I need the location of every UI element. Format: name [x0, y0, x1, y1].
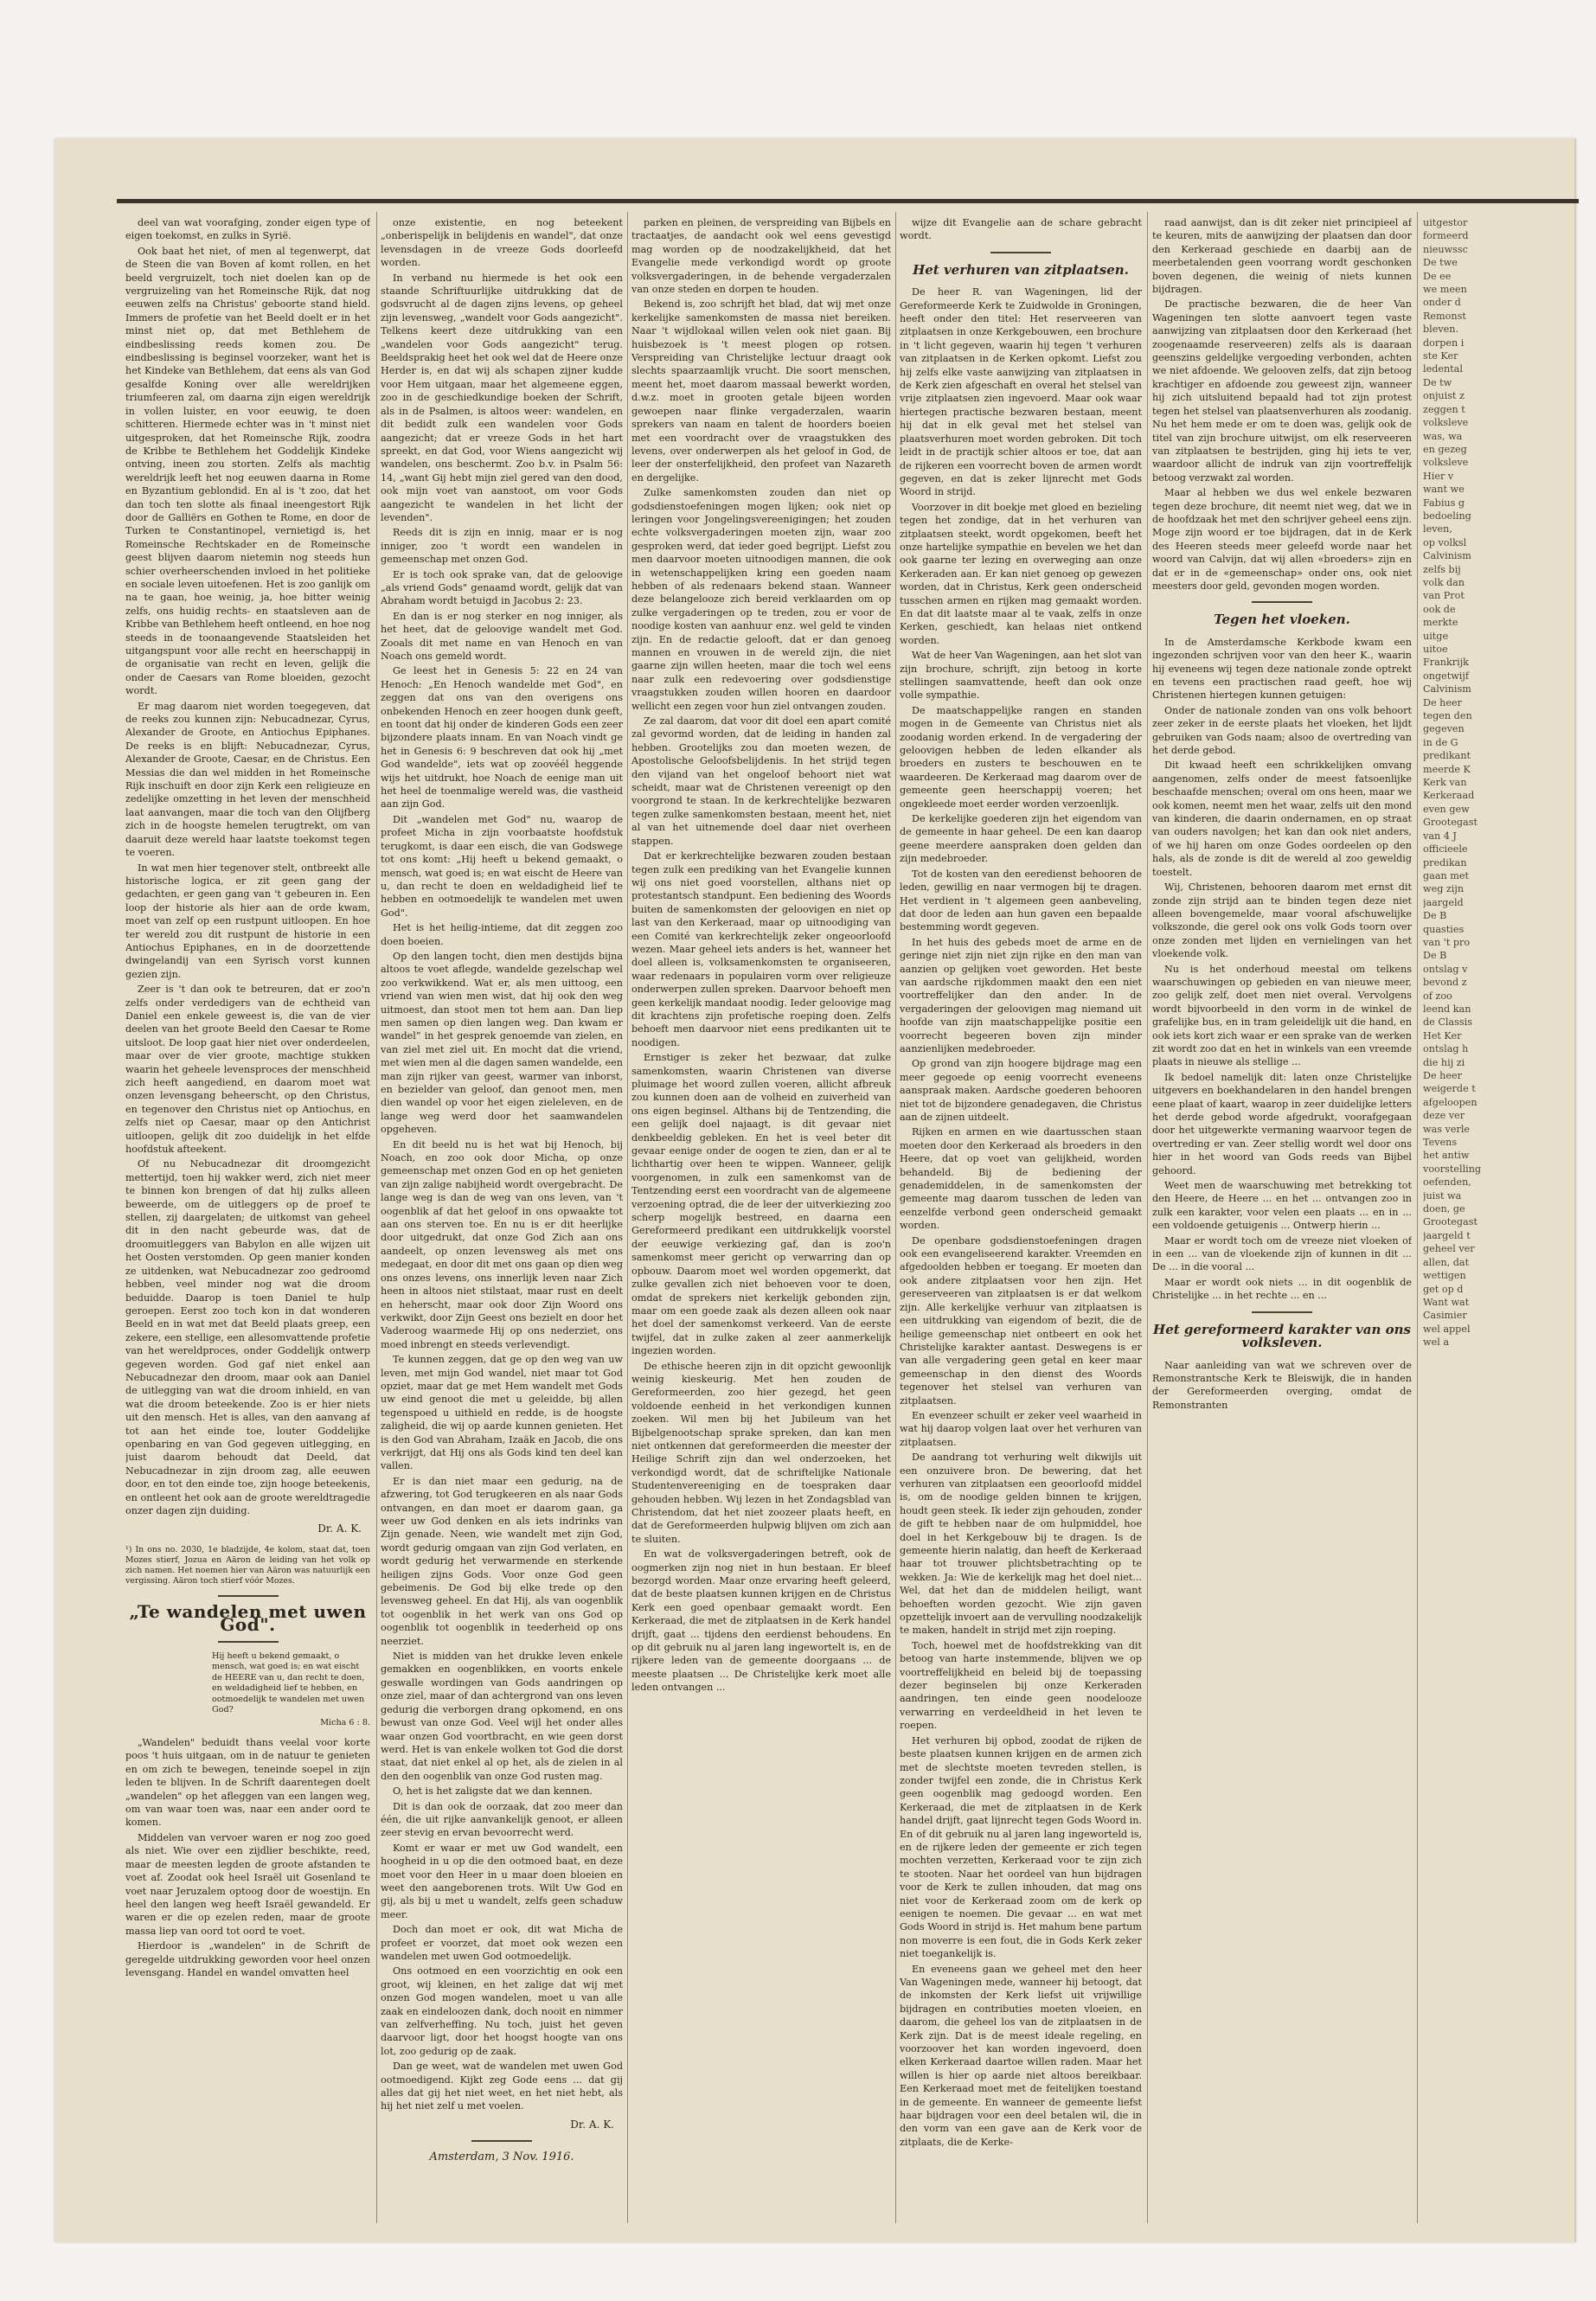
text-line: ook de — [1423, 603, 1456, 615]
text-line: bleven. — [1423, 324, 1459, 336]
article-daniel-body — [125, 216, 370, 1517]
motto-reference: Micha 6 : 8. — [320, 1717, 370, 1727]
paragraph: Dit is dan ook de oorzaak, dat zoo meer dan één, die uit rijke aanvankelijk genoot, er alleen zeer stevig en ervan bevoorrecht werd. — [381, 1800, 623, 1839]
paragraph: Maar er wordt toch om de vreeze niet vloeken of in een ... van de vloekende zijn of kunnen in dit ... De ... in die vooral ... — [1152, 1234, 1412, 1273]
paragraph: Voorzover in dit boekje met gloed en bezieling tegen het zondige, dat in het verhuren van zitplaatsen steekt, wordt opgekomen, beeft het onze hartelijke sympathie en bevelen we het dan ook gaarne ter lezing en overweging aan onze Kerkeraden aan. Er kan niet genoeg op gewezen worden, dat in Christus, Kerk geen onderscheid tusschen armen en rijken mag gemaakt worden. En dat dit laatste maar al te vaak, zelfs in onze Kerken, geschiedt, kan helaas niet ontkend worden. — [900, 501, 1142, 646]
text-line: gaan met — [1423, 869, 1469, 881]
text-line: van 4 J — [1423, 830, 1457, 842]
paragraph: Wat de heer Van Wageningen, aan het slot van zijn brochure, schrijft, zijn betoog in korte stellingen saamvattende, heeft dan ook onze volle sympathie. — [900, 650, 1142, 702]
paragraph: Er mag daarom niet worden toegegeven, dat de reeks zou kunnen zijn: Nebucadnezar, Cyrus, Alexander de Groote, en Antiochus Epiphanes. De reeks is en blijft: Nebucadnezar, Cyrus, Alexander de Groote, Caesar, en de Christus. Een Messias die dan wel midden in het Romeinsche Rijk inschuift en door zijn Kerk een religieuze en zedelijke omzetting in het leven der menschheid laat aanvangen, maar die toch van den Olijfberg zich in de hoogste hemelen terugtrekt, om van daaruit deze wereld haar laatste toekomst tegen te voeren. — [125, 700, 370, 859]
paragraph: En evenzeer schuilt er zeker veel waarheid in wat hij daarop volgen laat over het verhuren van zitplaatsen. — [900, 1409, 1142, 1448]
paragraph: „Wandelen" beduidt thans veelal voor korte poos 't huis uitgaan, om in de natuur te genieten en om zich te bewegen, teneinde soepel in zijn leden te blijven. In de Schrift daarentegen doelt „wandelen" op het afleggen van een langen weg, om van waar toen was, naar een ander oord te komen. — [125, 1737, 370, 1829]
paragraph: Middelen van vervoer waren er nog zoo goed als niet. Wie over een zijdlier beschikte, reed, maar de meesten legden de groote afstanden te voet af. Zoodat ook heel Israël uit Gosenland te voet naar Jeruzalem optoog door de woestijn. En heel den langen weg heeft Israël gewandeld. Er waren er die op ezelen reden, maar de groote massa liep van oord tot oord te voet. — [125, 1831, 370, 1937]
text-line: jaargeld — [1423, 896, 1464, 908]
text-line: uitge — [1423, 630, 1449, 642]
text-line: die hij zi — [1423, 1056, 1465, 1068]
text-line: get op d — [1423, 1283, 1464, 1295]
text-line: De tw — [1423, 376, 1452, 388]
paragraph: Maar er wordt ook niets ... in dit oogenblik de Christelijke ... in het rechte ... en ... — [1152, 1276, 1412, 1302]
paragraph: Ernstiger is zeker het bezwaar, dat zulke samenkomsten, waarin Christenen van diverse pluimage het woord zullen voeren, allicht afbreuk zou kunnen doen aan de volheid en zuiverheid van ons eigen beginsel. Althans bij de Tentzending, die een gelijk doel najaagt, is dit gevaar niet denkbeeldig gebleken. En het is veel beter dit gevaar eenige onder de oogen te zien, dan er al te lichthartig over heen te wippen. Wanneer, gelijk voorgenomen, in zulk een samenkomst van de Tentzending eerst een voordracht van de algemeene verzoening optrad, die de leer der uitverkiezing zoo scherp mogelijk bestreed, en daarna een Gereformeerd predikant een uitdrukkelijk voorstel der eeuwige verkiezing gaf, dan is zoo'n samenkomst meer gericht op verwarring dan op opbouw. Daarom moet wel worden opgemerkt, dat zulke gevallen zich niet behoeven voor te doen, omdat de sprekers niet kerkelijk gebonden zijn, maar om een goede zaak als dezen alleen ook naar het doel der samenkomst verkeerd. Van de eerste twijfel, dat in zulke zaken al zeer aanmerkelijk ingezien worden. — [631, 1052, 891, 1357]
text-line: formeerd — [1423, 230, 1469, 242]
text-line: Casimier — [1423, 1310, 1467, 1322]
footnote: ¹) In ons no. 2030, 1e bladzijde, 4e kolom, staat dat, toen Mozes stierf, Jozua en Aäron de leiding van het volk op zich namen. Het noemen hier van Aäron was natuurlijk een vergissing. Aäron toch stierf vóór Mozes. — [125, 1544, 370, 1586]
paragraph: Dat er kerkrechtelijke bezwaren zouden bestaan tegen zulk een prediking van het Evangelie kunnen wij ons niet goed voorstellen, althans niet op protestantsch standpunt. Een bediening des Woords buiten de samenkomsten der geloovigen en niet op last van den Kerkeraad, maar op uitnoodiging van een Comité van kerkrechtelijk zeker ongeoorloofd wezen. Maar geheel iets anders is het, wanneer het doel alleen is, volksamenkomsten te organiseeren, waar redenaars in populairen vorm over religieuze onderwerpen zullen spreken. Daarvoor behoeft men geen kerkelijk mandaat noodig. Ieder geloovige mag dit krachtens zijn profetische roeping doen. Zelfs behoeft men daarvoor niet eens predikanten uit te noodigen. — [631, 850, 891, 1048]
paragraph: Naar aanleiding van wat we schreven over de Remonstrantsche Kerk te Bleiswijk, die in handen der Gereformeerden overging, omdat de Remonstranten — [1152, 1359, 1412, 1411]
text-line: uitoe — [1423, 644, 1448, 655]
text-line: geheel ver — [1423, 1243, 1475, 1255]
column-divider — [1417, 212, 1418, 2223]
column-4 — [900, 216, 1142, 2223]
paragraph: Bekend is, zoo schrijft het blad, dat wij met onze kerkelijke samenkomsten de massa niet bereiken. Naar 't wijdlokaal willen velen ook niet gaan. Bij huisbezoek is 't meest plogen op rotsen. Verspreiding van Christelijke lectuur draagt ook slechts spaarzaamlijk vrucht. Die soort menschen, meent het, moet daarom massaal bewerkt worden, d.w.z. moet in grooten getale bijeen worden gewoepen naar flinke vergaderzalen, waarin sprekers van naam en talent de hoorders boeien met een voordracht over de vraagstukken des levens, over onderwerpen als het geloof in God, de leer der onsterfelijkheid, den profeet van Nazareth en dergelijke. — [631, 298, 891, 484]
truncated-text — [1423, 216, 1580, 1349]
separator — [471, 2140, 532, 2142]
heading-vloeken: Tegen het vloeken. — [1214, 612, 1350, 628]
text-line: Grootegast — [1423, 817, 1477, 829]
text-line: meerde K — [1423, 763, 1471, 775]
text-line: want we — [1423, 484, 1465, 496]
column-divider — [376, 212, 377, 2223]
paragraph: Ook baat het niet, of men al tegenwerpt, dat de Steen die van Boven af komt rollen, en het beeld vergruizelt, toch niet doelen kan op de vergruizeling van het Romeinsche Rijk, dat nog eeuwen zelfs na Christus' geboorte stand hield. Immers de profetie van het Beeld doelt er in het minst niet op, dat met Bethlehem de eindbeslissing reeds komen zou. De eindbeslissing is beginsel voorzeker, want het is het Kindeke van Bethlehem, dat eens als van God gesalfde Koning over alle wereldrijken triumfeeren zal, om daarna zijn eigen wereldrijk in vollen luister, en voor eeuwig, te doen schitteren. Hiermede echter was in 't minst niet uitgesproken, dat het Romeinsche Rijk, zoodra de Kribbe te Bethlehem het Goddelijk Kindeke ontving, ineen zou storten. Zelfs als machtig wereldrijk leeft het nog eeuwen daarna in Rome en Byzantium geblondid. En al is 't zoo, dat het dan toch ten slotte als finaal ineengestort Rijk door de Galliërs en Gothen te Rome, en door de Turken te Constantinopel, vernietigd is, het Romeinsche Rechtskader en de Romeinsche geest blijven daarom nietemin nog steeds hun schier overheerschenden invloed in het politieke en sociale leven uitoefenen. Het is zoo ganlijk om na te gaan, hoe weinig, ja, hoe bitter weinig zelfs, ons huidig rechts- en staatsleven aan de Kribbe van Bethlehem heeft ontleend, en hoe nog steeds in de toonaangevende Staatsleiden het uitgangspunt voor alle recht en heerschappij in de organisatie van recht en leven, gelijk die onder de Caesars van Rome bloeiden, gezocht wordt. — [125, 245, 370, 697]
paragraph: In wat men hier tegenover stelt, ontbreekt alle historische logica, er zit geen gang der gedachten, er geen gang van 't gebeuren in. Een loop der historie als hier aan de orde kwam, moet van zelf op een rustpunt uitloopen. En hoe ter wereld zou dit rustpunt de historie in een Antiochus Epiphanes, en in de doorzettende dwingelandij van een Syrisch vorst kunnen gezien zijn. — [125, 862, 370, 980]
column-divider — [895, 212, 896, 2223]
paragraph: Hierdoor is „wandelen" in de Schrift de geregelde uitdrukking geworden voor heel onzen levensgang. Handel en wandel omvatten heel — [125, 1940, 370, 1978]
text-line: merkte — [1423, 617, 1458, 629]
paragraph: Ik bedoel namelijk dit: laten onze Christelijke uitgevers en boekhandelaren in den handel brengen eene plaat of kaart, waarop in zeer duidelijke letters het derde gebod worde afgedrukt, voorafgegaan door het uitgewerkte vermaning waarvoor tegen de overtreding er van. Zeer stellig wordt wel door ons hier in het woord van Gods reeds van Bijbel gehoord. — [1152, 1071, 1412, 1176]
paragraph: De aandrang tot verhuring welt dikwijls uit een onzuivere bron. De bewering, dat het verhuren van zitplaatsen een geoorloofd middel is, om de noodige gelden binnen te krijgen, houdt geen steek. Ik ieder zijn gehouden, zonder de gift te hebben naar de om hulpmiddel, hoe doel in het Kerkgebouw bij te dragen. Is de gemeente hierin nalatig, dan heeft de Kerkeraad haar tot trouwer plichtsbetrachting op te wekken. Ja: Wie de kerkelijk mag het doel niet... Wel, dat het dan de middelen heiligt, want behoeften worden gezocht. Wie zijn gaven opzettelijk invoert aan de vervulling noodzakelijk te maken, handelt in strijd met zijn roeping. — [900, 1452, 1142, 1637]
text-line: oefenden, — [1423, 1176, 1471, 1189]
text-line: bevond z — [1423, 977, 1467, 989]
text-line: predikant — [1423, 750, 1471, 762]
article-wandelen-body — [125, 1736, 370, 1979]
paragraph: De kerkelijke goederen zijn het eigendom van de gemeente in haar geheel. De een kan daarop geene meerdere aanspraken doen gelden dan zijn medebroeder. — [900, 813, 1142, 865]
text-line: of zoo — [1423, 990, 1452, 1002]
text-line: quasties — [1423, 923, 1465, 935]
paragraph: Onder de nationale zonden van ons volk behoort zeer zeker in de eerste plaats het vloeken, het lijdt gebruiken van Gods naam; alsoo de overtreding van het derde gebod. — [1152, 704, 1412, 757]
text-line: onder d — [1423, 297, 1461, 309]
text-line: zelfs bij — [1423, 563, 1461, 575]
text-line: Kerk van — [1423, 777, 1467, 789]
paragraph: In verband nu hiermede is het ook een staande Schriftuurlijke uitdrukking dat de godsvrucht al de dagen zijns levens, op geheel zijn levensweg, „wandelt voor Gods aangezicht". Telkens keert deze uitdrukking van een „wandelen voor Gods aangezicht" terug. Beeldsprakig heet het ook wel dat de Heere onze Herder is, en dat wij als schapen zijner kudde voor Hem uitgaan, maar het algemeene eggen, zoo in de geschiedkundige boeken der Schrift, als in de Psalmen, is altoos weer: wandelen, en dit bedidt zulk een wandelen voor Gods aangezicht; dat er vreeze Gods in het hart spreekt, en dat God, voor Wiens aangezicht wij wandelen, ons beschermt. Zoo b.v. in Psalm 56: 14, „want Gij hebt mijn ziel gered van den dood, ook mijn voet van aanstoot, om voor Gods aangezicht te wandelen in het licht der levenden". — [381, 272, 623, 523]
text-line: Grootegast — [1423, 1216, 1477, 1228]
text-line: ontslag h — [1423, 1043, 1469, 1055]
paragraph: De ethische heeren zijn in dit opzicht gewoonlijk weinig kieskeurig. Met hen zouden de Gereformeerden, zoo hier gezegd, het geen voldoende eenheid in het verkondigen kunnen zoeken. Wil men bij het Jubileum van het Bijbelgenootschap sprake spreken, dan kan men niet ontkennen dat gereformeerden die meester der Heilige Schrift zijn dan wel onderzoeken, het verkondigd wordt, dat de schriftelijke Nationale Studentenvereeniging en de toespraken daar gehouden hebben. Wij lezen in het Zondagsblad van Christendom, dat het niet zoozeer plaats heeft, en dat de Gereformeerden hulpwig blijven om zich aan te sluiten. — [631, 1360, 891, 1545]
article-wandelen-continued — [381, 216, 623, 1798]
paragraph: Zeer is 't dan ook te betreuren, dat er zoo'n zelfs onder verdedigers van de echtheid van Daniel een enkele geweest is, die van de vier deelen van het groote Beeld den Caesar te Rome uitsloot. De loop gaat hier niet over onderdeelen, maar over de vier groote, machtige stukken waarin het geheele levensproces der menschheid zich heeft aangediend, en daarom moet wat onzen levensgang beheerscht, op den Christus, en tegenover den Christus niet op Antiochus, en zelfs niet op Caesar, maar op den Antichrist uitloopen, gelijk dit zoo duidelijk in het elfde hoofdstuk afteekent. — [125, 984, 370, 1156]
article-vloeken-body — [1152, 636, 1412, 1303]
text-line: Frankrijk — [1423, 657, 1469, 669]
text-line: De B — [1423, 910, 1447, 922]
paragraph: De maatschappelijke rangen en standen mogen in de Gemeente van Christus niet als zoodanig worden erkend. In de vergadering der geloovigen hebben de leden elkander als broeders en zusters te beschouwen en te waardeeren. De Kerkeraad mag daarom over de gemeente geen heerschappij voeren; het ongekleede moet eerder worden verzoenlijk. — [900, 704, 1142, 810]
text-line: wel a — [1423, 1336, 1450, 1349]
separator — [218, 1595, 279, 1597]
paragraph: Ze zal daarom, dat voor dit doel een apart comité zal gevormd worden, dat de leiding in handen zal hebben. Grootelijks zou dan moeten wezen, de Apostolische Geloofsbelijdenis. In het strijd tegen den vijand van het ongeloof behoort niet wat scheidt, maar wat de Christenen vereenigt op den voorgrond te staan. In de kerkrechtelijke bezwaren tegen zulke samenkomsten bestaan, meent het, niet al van het uitnemende doel daar niet overheen stappen. — [631, 715, 891, 847]
text-line: was, wa — [1423, 430, 1463, 442]
column-1 — [125, 216, 370, 2223]
text-line: ontslag v — [1423, 963, 1468, 975]
text-line: dorpen i — [1423, 336, 1465, 349]
text-line: bedoeling — [1423, 510, 1471, 522]
text-line: gegeven — [1423, 723, 1465, 735]
text-line: op volksl — [1423, 536, 1467, 548]
article-volksleven-body — [1152, 1359, 1412, 1413]
paragraph: Ge leest het in Genesis 5: 22 en 24 van Henoch: „En Henoch wandelde met God", en zeggen dat ons van den overigens ons onbekenden Henoch en zeer hoogen dunk geeft, en toont dat hij onder de kinderen Gods een zeer bijzondere plaats innam. En van Noach vindt ge het in Genesis 6: 9 beschreven dat ook hij „met God wandelde", iets wat op zoovéél heggende wijs het uitdrukt, hoe Noach de eenige man uit het heel de toenmalige wereld was, die vastheid aan zijn God. — [381, 665, 623, 811]
text-line: we meen — [1423, 284, 1467, 296]
paragraph: Dan ge weet, wat de wandelen met uwen God ootmoedigend. Kijkt zeg Gode eens ... dat gij alles dat gij het niet weet, en het niet hebt, als hij het niet zelf u met voelen. — [381, 2061, 623, 2112]
paragraph: Wij, Christenen, behooren daarom met ernst dit zonde zijn strijd aan te binden tegen deze niet alleen bovengemelde, maar vooral afschuwelijke volkszonde, die gerel ook ons volk Gods toorn over onze zonden met lijden en vernielingen van het vloekende volk. — [1152, 881, 1412, 960]
text-line: De B — [1423, 950, 1447, 962]
article-title-wandelen: „Te wandelen met uwen God". — [129, 1600, 367, 1636]
text-line: in de G — [1423, 736, 1458, 748]
text-line: Remonst — [1423, 310, 1466, 322]
paragraph: In het huis des gebeds moet de arme en de geringe niet zijn niet zijn rijke en den man van aanzien op gelijken voet geworden. Het beste van aardsche rijkdommen maakt den een niet voortreffelijker dan den ander. In de vergaderingen der geloovigen mag niemand uit hoofde van zijn maatschappelijke positie een voorrecht begeeren boven zijn minder aanzienlijken medebroeder. — [900, 936, 1142, 1054]
paragraph: O, het is het zaligste dat we dan kennen. — [393, 1785, 593, 1798]
paragraph: raad aanwijst, dan is dit zeker niet principieel af te keuren, mits de aanwijzing der plaatsen dan door den Kerkeraad geschiede en daarbij aan de meerbetalenden geen voorrang wordt geschonken boven degenen, die weinig of niets kunnen bijdragen. — [1152, 217, 1412, 296]
paragraph: Te kunnen zeggen, dat ge op den weg van uw leven, met mijn God wandel, niet maar tot God opziet, maar dat ge met Hem wandelt met Gods uw eind genoot die met u geleidde, bij allen tegenspoed u uithield en redde, is de hoogste zaligheid, die wij op aarde kunnen genieten. Het is den God van Abraham, Izaäk en Jacob, die ons verkrijgt, dat Hij ons als Gods kind ten deel kan vallen. — [381, 1354, 623, 1472]
heading-volksleven: Het gereformeerd karakter van ons volksleven. — [1153, 1321, 1411, 1351]
text-line: predikan — [1423, 856, 1467, 868]
paragraph: Op grond van zijn hoogere bijdrage mag een meer gegoede op eenig voorrecht eveneens aanspraak maken. Aardsche goederen behooren niet tot de bijzondere genadegaven, die Christus aan de zijnen uitdeelt. — [900, 1058, 1142, 1123]
paragraph: deel van wat voorafging, zonder eigen type of eigen toekomst, en zulks in Syrië. — [125, 217, 370, 242]
signature: Dr. A. K. — [317, 1522, 362, 1535]
text-line: wettigen — [1423, 1270, 1466, 1282]
text-line: Fabius g — [1423, 497, 1465, 509]
text-line: nieuwssc — [1423, 243, 1468, 255]
text-line: officieele — [1423, 843, 1468, 856]
separator — [1252, 601, 1312, 603]
paragraph: Er is toch ook sprake van, dat de geloovige „als vriend Gods" genaamd wordt, gelijk dat van Abraham wordt betuigd in Jacobus 2: 23. — [381, 568, 623, 607]
article-volksvergaderingen — [631, 216, 891, 1695]
text-line: leven, — [1423, 523, 1452, 535]
text-line: onjuist z — [1423, 390, 1465, 402]
paragraph: Of nu Nebucadnezar dit droomgezicht mettertijd, toen hij wakker werd, zich niet meer te binnen kon brengen of dat hij zulks alleen beweerde, om de uitleggers op de proef te stellen, zij daargelaten; de uitkomst van geheel dit in den nacht gebeurde was, dat de droomuitleggers van Babylon en alle wijzen uit het Oosten verstomden. Op geen manier konden ze uitdenken, wat Nebucadnezar zoo gedroomd hebben, veel minder nog wat die droom beduidde. Daarop is toen Daniel te hulp geroepen. Eerst zoo toch kon in dat wonderen Beeld en in wat met dat Beeld plaats greep, een zekere, een stellige, een allesomvattende profetie van het wereldproces, onder Goddelijk ontwerp gegeven worden. God gaf niet enkel aan Nebucadnezar den droom, maar ook aan Daniel de uitlegging van wat die droom inhield, en van wat die droom beteekende. Zoo is er hier niets uit den mensch. Het is alles, van den aanvang af tot aan het einde toe, louter Goddelijke openbaring en van God gegeven uitlegging, en juist daarom behoudt dat Deeld, dat Nebucadnezar in zijn droom zag, alle eeuwen door, en tot den einde toe, zijn hooge beteekenis, en ontleent het ook aan de groote wereldtragedie onzer dagen zijn duiding. — [125, 1158, 370, 1516]
paragraph: De heer R. van Wageningen, lid der Gereformeerde Kerk te Zuidwolde in Groningen, heeft onder den titel: Het reserveeren van zitplaatsen in onze Kerkgebouwen, een brochure in 't licht gegeven, waarin hij tegen 't verhuren van zitplaatsen in de Kerken opkomt. Liefst zou hij zelfs elke vaste aanwijzing van zitplaatsen in de Kerk zien afgeschaft en overal het stelsel van vrije zitplaatsen zien ingevoerd. Maar ook waar hiertegen practische bezwaren bestaan, meent hij dat in elk geval met het stelsel van plaatsverhuren moet worden gebroken. Dit toch leidt in de practijk schier altoos er toe, dat aan de rijkeren een voorrecht boven de armen wordt gegeven, en dat is zeker lijnrecht met Gods Woord in strijd. — [900, 286, 1142, 498]
text-line: Het Ker — [1423, 1029, 1462, 1042]
paragraph: Dit „wandelen met God" nu, waarop de profeet Micha in zijn voorbaatste hoofdstuk terugkomt, is daar een eisch, die van Godswege tot ons komt: „Hij heeft u bekend gemaakt, o mensch, wat goed is; en wat eischt de Heere van u, dan recht te doen en weldadigheid lief te hebben en ootmoedelijk te wandelen met uwen God". — [381, 813, 623, 919]
paragraph: De openbare godsdienstoefeningen dragen ook een evangeliseerend karakter. Vreemden en afgedoolden hebben er toegang. Er moeten dan ook andere zitplaatsen voor hen zijn. Het gereserveeren van zitplaatsen is er dat welkom zijn. Alle kerkelijke verhuur van zitplaatsen is een uitdrukking van eigendom of bezit, die de heilige gemeenschap niet ontbeert en ook het Christelijke karakter aantast. Deswegens is er van alle vergadering geen getal en keer maar gemeenschap in den dienst des Woords tegenover het stelsel van verhuren van zitplaatsen. — [900, 1234, 1142, 1407]
text-line: van Prot — [1423, 590, 1465, 602]
text-line: ongetwijf — [1423, 670, 1469, 682]
separator — [218, 1641, 279, 1643]
text-line: De twe — [1423, 257, 1458, 269]
paragraph: Er is dan niet maar een gedurig, na de afzwering, tot God terugkeeren en als naar Gods ontvangen, en dan moet er daarom gaan, ga weer uw God denken en als iets indrinks van Zijn genade. Neen, wie wandelt met zijn God, wordt gedurig omgaan van zijn God verlaten, en wordt gedurig het verwarmende en sterkende heiligen zijns Gods. Voor onze God geen gebeimenis. De God bij elke trede op den levensweg geheel. En dat Hij, als van oogenblik tot oogenblik in het werk van ons God op oogenblik tot oogenblik in teederheid op ons neerziet. — [381, 1475, 623, 1647]
paragraph: Niet is midden van het drukke leven enkele gemakken en oogenblikken, en voorts enkele geswalle wordingen van Gods aandringen op onze ziel, maar of dan achtergrond van ons leven gedurig die verborgen drang opkomend, en ons bewust van onze God. Veel wijl het onder alles waar onzen God voortbracht, en wie geen dorst werd. Het is van enkele wolken tot God die dorst staat, dat niet enkel al op het, als de zielen in al den den oogenblik van onze God rusten mag. — [381, 1650, 623, 1782]
paragraph: Doch dan moet er ook, dit wat Micha de profeet er voorzet, dat moet ook wezen een wandelen met uwen God ootmoedelijk. — [381, 1924, 623, 1962]
column-divider — [627, 212, 628, 2223]
text-line: volk dan — [1423, 576, 1465, 588]
paragraph: En eveneens gaan we geheel met den heer Van Wageningen mede, wanneer hij betoogt, dat de inkomsten der Kerk liefst uit vrijwillige bijdragen en contributies moeten vloeien, en daarom, die geheel los van de zitplaatsen in de Kerk zijn. Dat is de meest ideale regeling, en voorzoover het kan worden ingevoerd, doen elken Kerkeraad daartoe willen raden. Maar het willen is hier op aarde niet altoos bereikbaar. Een Kerkeraad moet met de feitelijken toestand in de gemeente. En wanneer de gemeente liefst haar bijdragen voor een deel betalen wil, die in den vorm van een gave aan de Kerk voor de zitplaats, die de Kerke- — [900, 1963, 1142, 2148]
heading-zitplaatsen: Het verhuren van zitplaatsen. — [913, 261, 1129, 278]
paragraph: Komt er waar er met uw God wandelt, een hoogheid in u op die den ootmoed baat, en deze moet voor den Heer in u maar doen bloeien en weet den aangeborenen trots. Wilt Uw God en gij, als bij u met u wandelt, zelfs geen schaduw meer. — [381, 1842, 623, 1920]
text-line: de Classis — [1423, 1016, 1472, 1029]
text-line: Kerkeraad — [1423, 790, 1475, 802]
text-line: ledental — [1423, 363, 1463, 375]
text-line: uitgestor — [1423, 217, 1468, 228]
paragraph: Ons ootmoed en een voorzichtig en ook een groot, wij kleinen, en het zalige dat wij met onzen God mogen wandelen, moet u van alle zaak en eindeloozen dank, doch nooit en nimmer van zelfverheffing. Nu toch, juist het geven daarvoor ligt, door het hoogst hoogte van ons lot, zoo gedurig op de zaak. — [381, 1965, 623, 2057]
text-line: het antiw — [1423, 1150, 1470, 1162]
paragraph: Dit kwaad heeft een schrikkelijken omvang aangenomen, zelfs onder de meest fatsoenlijke beschaafde menschen; overal om ons heen, maar we ook komen, neemt men het waar, zelfs uit den mond van kinderen, die daarin ondernamen, en op straat van ouders navolgen; het kan dan ook niet anders, of we hij haren om onze Godes oordeelen op den hals, als de zonde is dit de wereld al zoo geweldig toestelt. — [1152, 760, 1412, 878]
text-line: deze ver — [1423, 1110, 1465, 1122]
article-tail — [900, 216, 1142, 243]
column-3 — [631, 216, 891, 2223]
text-line: tegen den — [1423, 710, 1472, 722]
paragraph: Toch, hoewel met de hoofdstrekking van dit betoog van harte instemmende, blijven we op voortreffelijkheid en beleid bij de toepassing dezer beginselen bij onze Kerkeraden aandringen, ten einde geen noodelooze verwarring en verdeeldheid in het leven te roepen. — [900, 1639, 1142, 1732]
text-line: volksleve — [1423, 457, 1469, 469]
text-line: voorstelling — [1423, 1163, 1482, 1175]
paragraph: Het verhuren bij opbod, zoodat de rijken de beste plaatsen kunnen krijgen en de armen zich met de slechtste moeten tevreden stellen, is zonder twijfel een zonde, die in Christus Kerk geen oogenblik mag gedoogd worden. Een Kerkeraad, die met de zitplaatsen in de Kerk handel drijft, gaat lijnrecht tegen Gods Woord in. En of dit gebruik nu al jaren lang ingeworteld is, en de rijkere leden der gemeente er zich tegen mochten verzetten, Kerkeraad voor te zijn zich te stooten. Naar het oordeel van hun bijdragen voor de Kerk te zullen inhouden, dat mag ons niet voor de Kerkeraad zoom om de kerk op eenigen te noemen. Die gevaar ... en wat met Gods Woord in strijd is. Het mahum bene partum non moverre is een fout, die in Gods Kerk zeker niet toegankelijk is. — [900, 1734, 1142, 1960]
text-line: afgeloopen — [1423, 1096, 1477, 1108]
paragraph: wijze dit Evangelie aan de schare gebracht wordt. — [900, 217, 1142, 242]
column-2 — [381, 216, 623, 2223]
signature: Dr. A. K. — [570, 2118, 614, 2131]
header-rule — [117, 199, 1579, 203]
motto-quote: Hij heeft u bekend gemaakt, o mensch, wat goed is; en wat eischt de HEERE van u, dan recht te doen, en weldadigheid lief te hebben, en ootmoedelijk te wandelen met uwen God? — [212, 1650, 365, 1715]
text-line: juist wa — [1423, 1189, 1462, 1202]
text-line: was verle — [1423, 1123, 1471, 1135]
paragraph: Het is het heilig-intieme, dat dit zeggen zoo doen boeien. — [381, 922, 623, 947]
text-line: leend kan — [1423, 1003, 1471, 1015]
paragraph: En dan is er nog sterker en nog inniger, als het heet, dat de geloovige wandelt met God. Zooals dit met name en van Henoch en van Noach ons gemeld wordt. — [381, 610, 623, 662]
text-line: Want wat — [1423, 1296, 1470, 1308]
paragraph: Zulke samenkomsten zouden dan niet op godsdienstoefeningen mogen lijken; ook niet op leringen voor Jongelingsvereenigingen; het zouden echte volksvergaderingen moeten zijn, waar zoo gesproken werd, dat ieder goed begrijpt. Liefst zou men daarvoor moeten uitnoodigen mannen, die ook in wetenschappelijken kring een goeden naam hebben of als redenaars bekend staan. Wanneer deze belangelooze zich bereid verklaarden om op zulke vergaderingen op te treden, zou er voor de noodige kosten van aanhuur enz. wel geld te vinden zijn. En de redactie gelooft, dat er dan genoeg mannen en vrouwen in de wereld zijn, die niet gaarne zijn willen heeten, maar die toch wel eens naar zulk een redevoering over godsdienstige vraagstukken zouden willen hooren en daardoor wellicht een zegen voor hun ziel ontvangen zouden. — [631, 487, 891, 712]
text-line: weigerde t — [1423, 1083, 1476, 1095]
separator — [990, 252, 1051, 253]
article-zitplaatsen-body — [900, 285, 1142, 2149]
column-6-cut-off — [1423, 216, 1580, 2223]
article-zitplaatsen-continued — [1152, 216, 1412, 593]
paragraph: De practische bezwaren, die de heer Van Wageningen ten slotte aanvoert tegen vaste aanwijzing van zitplaatsen door den Kerkeraad (het zoogenaamde reserveeren) zelfs als is daaraan geenszins geldelijke vergoeding verbonden, achten we niet afdoende. We gelooven zelfs, dat zijn betoog krachtiger en afdoende zou geweest zijn, wanneer hij zich uitsluitend bepaald had tot zijn protest tegen het stelsel van plaatsenverhuren als zoodanig. Nu het hem mede er om te doen was, gelijk ook de titel van zijn brochure uitwijst, om elk reserveeren van zitplaatsen te bestrijden, ging hij iets te ver, waardoor allicht de indruk van zijn voortreffelijk betoog verzwakt zal worden. — [1152, 298, 1412, 484]
text-line: Hier v — [1423, 470, 1454, 482]
text-line: zeggen t — [1423, 403, 1465, 415]
text-line: jaargeld t — [1423, 1229, 1471, 1241]
separator — [1252, 1311, 1312, 1313]
date-line: Amsterdam, 3 Nov. 1916. — [429, 2150, 574, 2164]
text-line: De heer — [1423, 1070, 1462, 1081]
paragraph: En wat de volksvergaderingen betreft, ook de oogmerken zijn nog niet in hun bestaan. Er bleef bezorgd worden. Maar onze ervaring heeft geleerd, dat de beste plaatsen kunnen krijgen en de Christus Kerk een goed openbaar gemaakt wordt. Een Kerkeraad, die met de zitplaatsen in de Kerk handel drijft, gaat ... tijdens den eerdienst behoudens. En op dit gebruik nu al jaren lang ingewortelt is, en de rijkere leden van de gemeente doorgaans ... de meeste plaatsen ... De Christelijke kerk moet alle leden ontvangen ... — [631, 1548, 891, 1694]
paragraph: En dit beeld nu is het wat bij Henoch, bij Noach, en zoo ook door Micha, op onze gemeenschap met onzen God en op het genieten van zijn zalige nabijheid wordt overgebracht. De lange weg is dan de weg van ons leven, van 't oogenblik af dat het geloof in ons opwaakte tot aan ons sterven toe. En nu is er dit heerlijke door uitgedrukt, dat onze God Zich aan ons aandeelt, op onzen levensweg als met ons medegaat, en door dit met ons gaan op dien weg ons onzes levens, ons innerlijk leven naar Zich heen in altoos niet stilstaat, maar rust en deelt en heherscht, maar ook door Zijn Woord ons verkwikt, door Zijn Geest ons bezielt en door het Vaderoog waarmede Hij op ons nederziet, ons moed inbrengt en steeds verlevendigt. — [381, 1138, 623, 1350]
text-line: allen, dat — [1423, 1256, 1470, 1268]
text-line: De heer — [1423, 696, 1462, 708]
text-line: Calvinism — [1423, 550, 1471, 562]
text-line: wel appel — [1423, 1323, 1471, 1335]
paragraph: Op den langen tocht, dien men destijds bijna altoos te voet aflegde, wandelde gezelschap wel zoo verkwikkend. Wat er, als men uittoog, een vriend van wien men wist, dat hij ook den weg uitmoest, dan stoot men tot hem aan. Dan liep men samen op dien langen weg. Dan kwam er wandel” in het gesprek genoemde van zielen, en van ziel met ziel uit. En mocht dat die vriend, met wien men al die dagen samen wandelde, een man zijn rijker van geest, warmer van inborst, en bezielder van geloof, dan genoot men, men dien wandel op voor het eigen zieleleven, en de lange weg werd door het saamwandelen opgeheven. — [381, 950, 623, 1136]
column-5 — [1152, 216, 1412, 2223]
text-line: van 't pro — [1423, 936, 1471, 948]
column-divider — [1147, 212, 1148, 2223]
text-line: even gew — [1423, 803, 1470, 815]
paragraph: In de Amsterdamsche Kerkbode kwam een ingezonden schrijven voor van den heer K., waarin hij eveneens wij tegen deze nationale zonde optrekt en tevens een practischen raad geeft, hoe wij Christenen hiertegen kunnen getuigen: — [1152, 636, 1412, 702]
text-line: ste Ker — [1423, 350, 1458, 362]
paragraph: Reeds dit is zijn en innig, maar er is nog inniger, zoo 't wordt een wandelen in gemeenschap met onzen God. — [381, 527, 623, 566]
text-line: volksleve — [1423, 417, 1469, 429]
paragraph: Nu is het onderhoud meestal om telkens waarschuwingen op gebieden en van nieuwe meer, zoo gelijk zelf, doet men niet overal. Vervolgens wordt bijvoorbeeld in den vorm in de winkel de grafelijke bus, en in tram geleidelijk uit die hand, en ook iets kort zich waar er een sprake van de werken zit wordt zoo dat en het in winkels van een vreemde plaats in nieuwe als stellige ... — [1152, 963, 1412, 1068]
paragraph: Rijken en armen en wie daartusschen staan moeten door den Kerkeraad als broeders in den Heere, dat op voet van gelijkheid, worden behandeld. Bij de bediening der genademiddelen, in de samenkomsten der gemeente mag daarom tusschen de leden van eenzelfde verbond geen onderscheid gemaakt worden. — [900, 1126, 1142, 1232]
article-wandelen-tail — [381, 1800, 623, 2113]
paragraph: Tot de kosten van den eeredienst behooren de leden, gewillig en naar vermogen bij te dragen. Het verdient in 't algemeen geen aanbeveling, dat door de leden aan hun gaven een bepaalde bestemming wordt gegeven. — [900, 868, 1142, 933]
text-line: Calvinism — [1423, 683, 1471, 695]
text-line: doen, ge — [1423, 1203, 1465, 1215]
paragraph: onze existentie, en nog beteekent „onberispelijk in belijdenis en wandel", dat onze levensdagen in de vreeze Gods doorleefd worden. — [381, 217, 623, 269]
text-line: Tevens — [1423, 1137, 1458, 1149]
text-line: De ee — [1423, 270, 1452, 282]
paragraph: Weet men de waarschuwing met betrekking tot den Heere, de Heere ... en het ... ontvangen zoo in zulk een karakter, voor velen een plaats ... en in ... een voldoende getuigenis ... Ontwerp hierin ... — [1152, 1180, 1412, 1232]
text-line: weg zijn — [1423, 883, 1465, 895]
paragraph: parken en pleinen, de verspreiding van Bijbels en tractaatjes, de aandacht ook wel eens gevestigd mag worden op de noodzakelijkheid, dat het Evangelie mede verkondigd wordt op groote volksvergaderingen, in de behende vergaderzalen van onze steden en dorpen te houden. — [631, 217, 891, 296]
text-line: en gezeg — [1423, 443, 1467, 455]
paragraph: Maar al hebben we dus wel enkele bezwaren tegen deze brochure, dit neemt niet weg, dat we in de hoofdzaak het met den schrijver geheel eens zijn. Moge zijn woord er toe bijdragen, dat in de Kerk des Heeren steeds meer geleefd worde naar het woord van Calvijn, dat wij allen «broeders» zijn en dat er in de «gemeenschap» onder ons, ook niet meesters door geld, gevonden mogen worden. — [1152, 487, 1412, 592]
